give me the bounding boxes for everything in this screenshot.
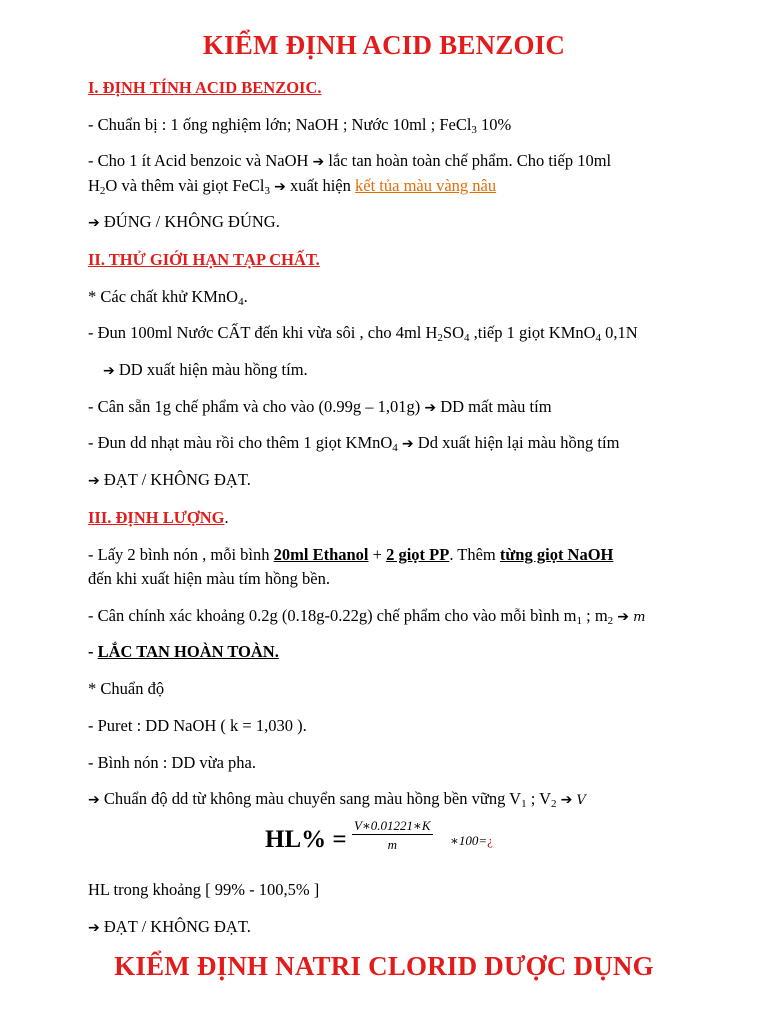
- arrow-icon: ➔: [103, 363, 115, 379]
- section-3-line-5: - Puret : DD NaOH ( k = 1,030 ).: [88, 716, 307, 735]
- line-text: DD mất màu tím: [436, 397, 552, 416]
- section-2-line-2: [103, 360, 308, 380]
- line-text: - Đun 100ml Nước CẤT đến khi vừa sôi , cho 4ml H: [88, 323, 438, 342]
- arrow-icon: ➔: [274, 179, 286, 195]
- arrow-icon: ➔: [560, 792, 573, 808]
- subscript: 1: [521, 798, 527, 810]
- line-text: SO: [442, 323, 464, 342]
- section-3-line-1: [88, 545, 613, 565]
- formula-fraction: [352, 818, 433, 853]
- sub-text: * Các chất khử KMnO: [88, 287, 239, 306]
- formula-denominator: m: [387, 837, 397, 852]
- subscript: 2: [437, 332, 443, 344]
- section-1-result: [88, 212, 280, 232]
- section-3-line-1b: đến khi xuất hiện màu tím hồng bền.: [88, 569, 330, 588]
- prep-tail: 10%: [476, 115, 512, 134]
- section-2-heading: II. THỬ GIỚI HẠN TẠP CHẤT.: [88, 250, 320, 269]
- line-text: 0,1N: [601, 323, 638, 342]
- subscript: 4: [595, 332, 602, 344]
- subscript: 2: [607, 615, 614, 627]
- line-text: DD xuất hiện màu hồng tím.: [114, 360, 308, 379]
- section-3-heading: III. ĐỊNH LƯỢNG: [88, 508, 225, 527]
- section-2-line-3: [88, 397, 552, 417]
- arrow-icon: ➔: [424, 400, 437, 416]
- bold-text: từng giọt NaOH: [499, 545, 614, 564]
- section-2-line-4: [88, 433, 619, 453]
- step-text: lắc tan hoàn toàn chế phẩm. Cho tiếp 10ml: [324, 151, 612, 170]
- formula-tail: [450, 833, 493, 849]
- section-2-subheading: [88, 287, 248, 307]
- subscript: 3: [471, 124, 477, 136]
- mass-symbol: m: [633, 610, 646, 625]
- section-3-line-7: [88, 789, 586, 809]
- arrow-icon: ➔: [617, 609, 630, 625]
- subscript: 4: [464, 332, 470, 344]
- subscript: 2: [551, 798, 557, 810]
- arrow-icon: ➔: [88, 473, 100, 489]
- line-text: - Cân sẵn 1g chế phẩm và cho vào (0.99g – 1,01g): [88, 397, 425, 416]
- bold-text: 20ml Ethanol: [273, 545, 369, 564]
- step-text: xuất hiện: [285, 176, 356, 195]
- section-1-prep: [88, 115, 511, 135]
- formula-tail-symbol: ¿: [487, 833, 493, 848]
- result-text: ĐẠT / KHÔNG ĐẠT.: [99, 470, 251, 489]
- arrow-icon: ➔: [88, 792, 100, 808]
- arrow-icon: ➔: [88, 215, 100, 231]
- line-text: . Thêm: [449, 545, 500, 564]
- sub-text: .: [243, 287, 248, 306]
- volume-symbol: V: [576, 793, 586, 808]
- step-text: H: [88, 176, 100, 195]
- result-text: ĐẠT / KHÔNG ĐẠT.: [99, 917, 251, 936]
- section-3-line-3: [88, 642, 279, 662]
- line-text: +: [368, 545, 387, 564]
- section-3-line-4: * Chuẩn độ: [88, 679, 165, 698]
- line-text: ; m: [581, 606, 608, 625]
- section-3-heading-row: [88, 508, 229, 528]
- formula-tail-text: ∗100=: [450, 833, 488, 848]
- section-2-result: [88, 470, 251, 490]
- section-3-line-2: [88, 606, 645, 626]
- highlight-text: kết tủa màu vàng nâu: [355, 176, 497, 195]
- line-text: ; V: [526, 789, 552, 808]
- prep-text: - Chuẩn bị : 1 ống nghiệm lớn; NaOH ; Nước 10ml ; FeCl: [88, 115, 472, 134]
- subscript: 1: [576, 615, 582, 627]
- heading-dot: .: [224, 508, 229, 527]
- section-1-step-1: [88, 151, 611, 171]
- arrow-icon: ➔: [88, 920, 100, 936]
- line-text: Dd xuất hiện lại màu hồng tím: [413, 433, 620, 452]
- document-title: KIỂM ĐỊNH ACID BENZOIC: [202, 30, 566, 60]
- section-2-line-1: [88, 323, 638, 343]
- result-text: ĐÚNG / KHÔNG ĐÚNG.: [99, 212, 280, 231]
- section-3-range: HL trong khoảng [ 99% - 100,5% ]: [88, 880, 320, 899]
- step-text: - Cho 1 ít Acid benzoic và NaOH: [88, 151, 313, 170]
- formula-label: HL% =: [265, 826, 347, 853]
- step-text: O và thêm vài giọt FeCl: [105, 176, 265, 195]
- bold-text: 2 giọt PP: [386, 545, 450, 564]
- line-text: ,tiếp 1 giọt KMnO: [469, 323, 596, 342]
- line-text: - Cân chính xác khoảng 0.2g (0.18g-0.22g) chế phẩm cho vào mỗi bình m: [88, 606, 577, 625]
- section-3-result: [88, 917, 251, 937]
- subscript: 3: [264, 185, 270, 197]
- section-3-line-6: - Bình nón : DD vừa pha.: [88, 753, 256, 772]
- line-text: - Lấy 2 bình nón , mỗi bình: [88, 545, 274, 564]
- line-text: - Đun dd nhạt màu rồi cho thêm 1 giọt KMnO: [88, 433, 393, 452]
- line-text: Chuẩn độ dd từ không màu chuyển sang màu hồng bền vững V: [99, 789, 522, 808]
- bold-text: LẮC TAN HOÀN TOÀN.: [97, 642, 279, 661]
- section-1-heading: I. ĐỊNH TÍNH ACID BENZOIC.: [88, 78, 322, 97]
- arrow-icon: ➔: [401, 436, 414, 452]
- arrow-icon: ➔: [312, 154, 325, 170]
- footer-title: KIỂM ĐỊNH NATRI CLORID DƯỢC DỤNG: [114, 951, 654, 981]
- subscript: 4: [392, 442, 398, 454]
- line-prefix: -: [88, 642, 98, 661]
- formula-numerator: V∗0.01221∗K: [354, 818, 431, 833]
- subscript: 2: [99, 185, 106, 197]
- section-1-step-2: [88, 176, 496, 196]
- subscript: 4: [238, 296, 244, 308]
